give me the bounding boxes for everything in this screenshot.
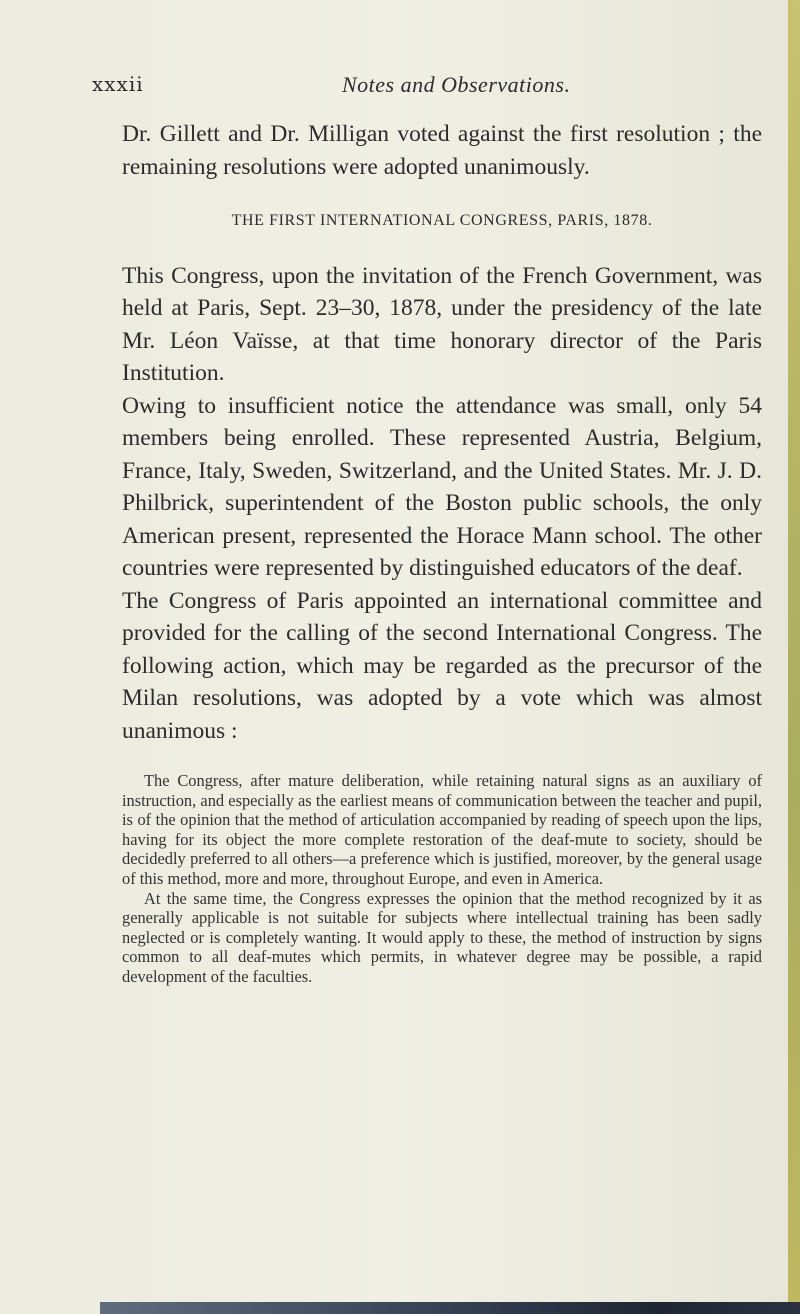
page-body [122,118,762,987]
resolution-quote [122,771,762,987]
page-number: xxxii [92,72,144,96]
paragraph-congress: This Congress, upon the invitation of the French Government, was held at Paris, Sept. 23–30, 1878, under the presidency of the late Mr. Léon Vaïsse, at that time honorary director of the Paris Institution. [122,262,762,386]
scan-bottom-edge [100,1302,800,1314]
resolution-paragraph: The Congress, after mature deliberation, while retaining natural signs as an auxiliary of instruction, and especially as the earliest means of communication between the teacher and pupil, is of the opinion that the method of articulation accompanied by reading of speech upon the lips, having for its object the more complete restoration of the deaf-mute to society, should be decidedly preferred to all others—a preference which is justified, moreover, by the general usage of this method, more and more, throughout Europe, and even in America. [122,771,762,888]
paragraph-committee: The Congress of Paris appointed an international committee and provided for the calling of the second International Congress. The following action, which may be regarded as the precursor of the Milan resolutions, was adopted by a vote which was almost unanimous : [122,587,762,744]
intro-paragraph: Dr. Gillett and Dr. Milligan voted against the first resolution ; the remaining resolutions were adopted unanimously. [122,121,762,180]
paragraph-attendance: Owing to insufficient notice the attendance was small, only 54 members being enrolled. These represented Austria, Belgium, France, Italy, Sweden, Switzerland, and the United States. Mr. J. D. Philbrick, superintendent of the Boston public schools, the only American present, represented the Horace Mann school. The other countries were represented by distinguished educators of the deaf. [122,392,762,581]
running-title: Notes and Observations. [342,72,571,97]
page-edge-binding [788,0,800,1314]
page-header [92,72,712,102]
resolution-paragraph: At the same time, the Congress expresses the opinion that the method recognized by it as generally applicable is not suitable for subjects where intellectual training has been sadly neglected or is completely wanting. It would apply to these, the method of instruction by signs common to all deaf-mutes which permits, in whatever degree may be possible, a rapid development of the faculties. [122,888,762,986]
section-heading: THE FIRST INTERNATIONAL CONGRESS, PARIS, 1878. [231,212,653,229]
